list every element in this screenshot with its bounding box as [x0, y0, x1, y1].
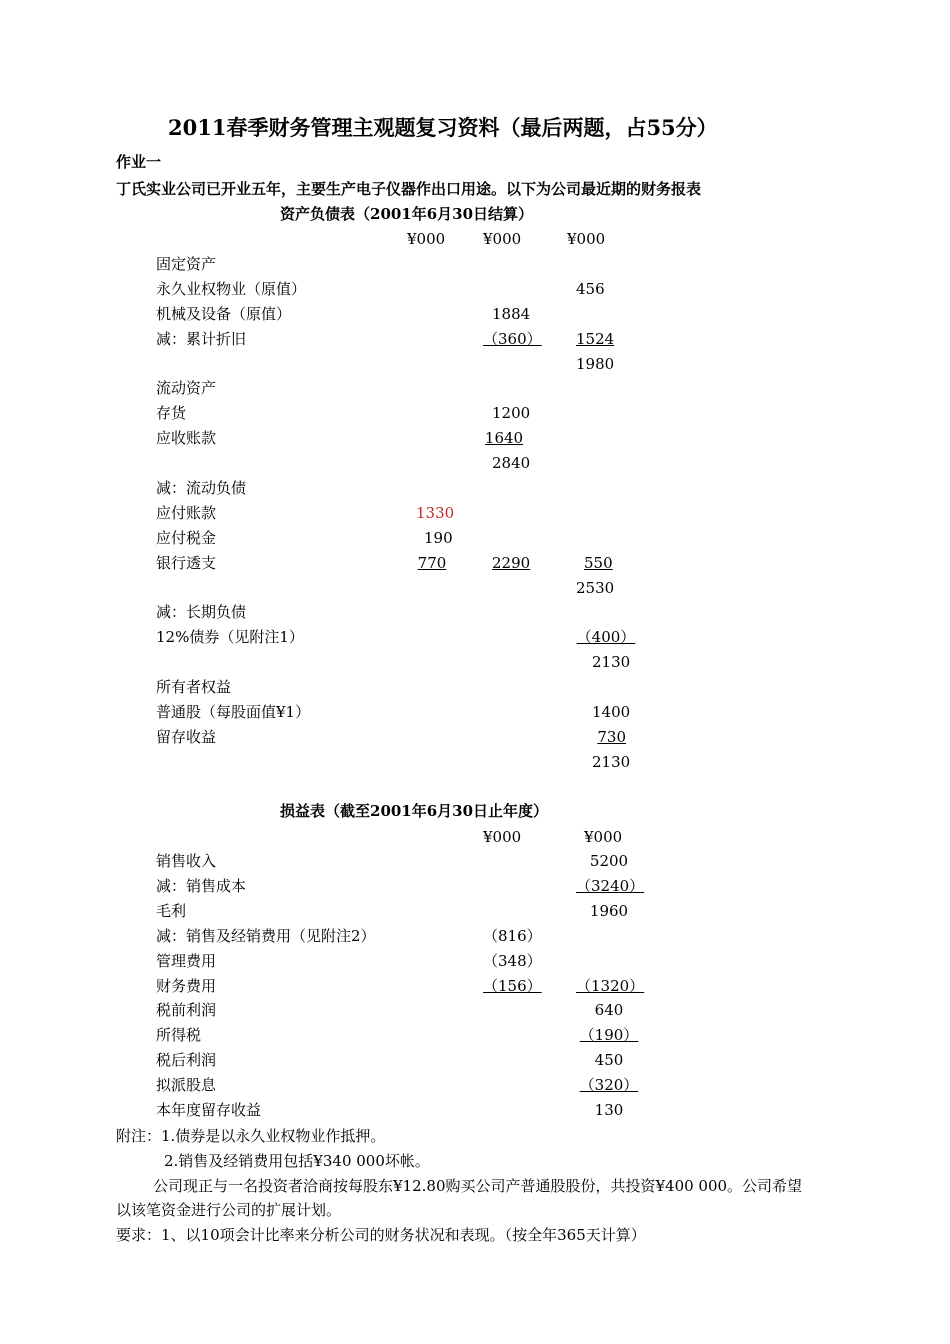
- bs-value-machinery: 1884: [492, 305, 531, 323]
- is-row-label: 税前利润: [156, 1001, 217, 1019]
- bs-label-receivables: 应收账款: [156, 429, 217, 447]
- bs-col-header-1: ¥000: [407, 230, 446, 248]
- bs-label-equity: 所有者权益: [156, 678, 232, 696]
- bs-value-current-total: 2840: [492, 454, 531, 472]
- is-row-value-col2: （3240）: [576, 877, 645, 895]
- is-row-value-col2: 130: [594, 1101, 624, 1119]
- is-row-label: 销售收入: [156, 852, 217, 870]
- bs-label-less-current-liab: 减：流动负债: [156, 479, 247, 497]
- bs-label-overdraft: 银行透支: [156, 554, 217, 572]
- bs-col-header-3: ¥000: [567, 230, 606, 248]
- is-row-label: 拟派股息: [156, 1076, 217, 1094]
- bs-value-depreciation: （360）: [483, 330, 542, 348]
- bs-value-bonds: （400）: [576, 628, 636, 646]
- bs-label-tax-payable: 应付税金: [156, 529, 217, 547]
- is-row-value-col1: （348）: [483, 952, 542, 970]
- investor-paragraph-line-2: 以该笔资金进行公司的扩展计划。: [116, 1201, 342, 1219]
- bs-value-overdraft: 770: [417, 554, 447, 572]
- is-row-value-col2: （1320）: [576, 977, 645, 995]
- requirement-text: 要求：1、以10项会计比率来分析公司的财务状况和表现。（按全年365天计算）: [116, 1226, 646, 1244]
- bs-value-working-capital: 550: [584, 554, 613, 572]
- bs-col-header-2: ¥000: [483, 230, 522, 248]
- investor-paragraph-line-1: 公司现正与一名投资者洽商按每股东¥12.80购买公司产普通股股份，共投资¥400 000。公司希望: [153, 1177, 803, 1195]
- is-row-value-col2: 1960: [589, 902, 629, 920]
- page-title: 2011春季财务管理主观题复习资料（最后两题，占55分）: [168, 115, 718, 140]
- is-row-value-col2: 450: [594, 1051, 624, 1069]
- is-row-label: 管理费用: [156, 952, 217, 970]
- income-statement-title: 损益表（截至2001年6月30日止年度）: [280, 802, 549, 820]
- is-row-label: 减：销售及经销费用（见附注2）: [156, 927, 376, 945]
- note-1: 附注：1.债券是以永久业权物业作抵押。: [116, 1127, 386, 1145]
- is-row-value-col1: （156）: [483, 977, 542, 995]
- bs-label-inventory: 存货: [156, 404, 187, 422]
- is-row-value-col1: （816）: [483, 927, 542, 945]
- bs-label-current-assets: 流动资产: [156, 379, 217, 397]
- is-col-header-2: ¥000: [584, 828, 623, 846]
- bs-label-less-long-term: 减：长期负债: [156, 603, 247, 621]
- is-row-value-col2: 5200: [589, 852, 629, 870]
- is-col-header-1: ¥000: [483, 828, 522, 846]
- intro-text: 丁氏实业公司已开业五年，主要生产电子仪器作出口用途。以下为公司最近期的财务报表: [116, 180, 702, 198]
- bs-value-machinery-net: 1524: [576, 330, 615, 348]
- bs-value-payables: 1330: [416, 504, 455, 522]
- bs-value-net-assets: 2130: [592, 653, 631, 671]
- bs-value-common-stock: 1400: [592, 703, 631, 721]
- bs-value-equity-total: 2130: [592, 753, 631, 771]
- bs-label-depreciation: 减：累计折旧: [156, 330, 247, 348]
- bs-label-freehold: 永久业权物业（原值）: [156, 280, 307, 298]
- is-row-label: 所得税: [156, 1026, 202, 1044]
- bs-value-receivables: 1640: [484, 429, 524, 447]
- bs-value-subtotal: 2530: [576, 579, 615, 597]
- is-row-label: 税后利润: [156, 1051, 217, 1069]
- is-row-label: 毛利: [156, 902, 187, 920]
- bs-label-fixed-assets: 固定资产: [156, 255, 217, 273]
- is-row-label: 财务费用: [156, 977, 217, 995]
- bs-label-common-stock: 普通股（每股面值¥1）: [156, 703, 311, 721]
- assignment-heading: 作业一: [116, 153, 162, 171]
- is-row-value-col2: 640: [594, 1001, 624, 1019]
- bs-value-freehold: 456: [576, 280, 605, 298]
- is-row-label: 减：销售成本: [156, 877, 247, 895]
- bs-value-inventory: 1200: [492, 404, 531, 422]
- bs-label-payables: 应付账款: [156, 504, 217, 522]
- bs-value-current-liab-total: 2290: [492, 554, 531, 572]
- bs-label-retained: 留存收益: [156, 728, 217, 746]
- is-row-label: 本年度留存收益: [156, 1101, 262, 1119]
- bs-value-fixed-total: 1980: [576, 355, 615, 373]
- is-row-value-col2: （190）: [579, 1026, 639, 1044]
- note-2: 2.销售及经销费用包括¥340 000坏帐。: [164, 1152, 430, 1170]
- balance-sheet-title: 资产负债表（2001年6月30日结算）: [280, 205, 534, 223]
- is-row-value-col2: （320）: [579, 1076, 639, 1094]
- bs-label-machinery: 机械及设备（原值）: [156, 305, 292, 323]
- bs-value-tax-payable: 190: [424, 529, 453, 547]
- bs-value-retained: 730: [597, 728, 626, 746]
- bs-label-bonds: 12%债券（见附注1）: [156, 628, 304, 646]
